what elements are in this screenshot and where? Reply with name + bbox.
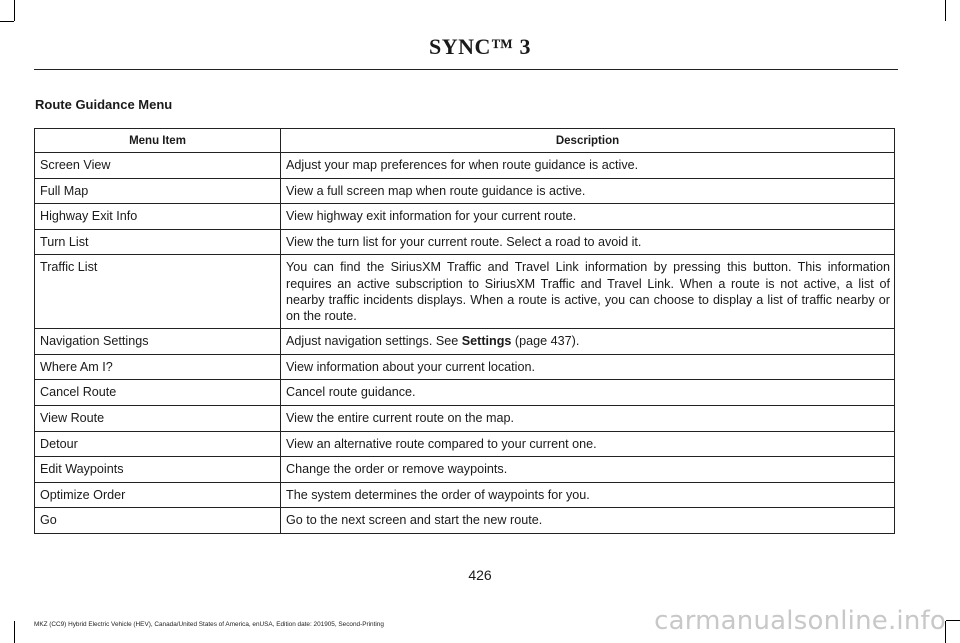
menu-item-cell: Highway Exit Info	[35, 204, 281, 230]
menu-item-cell: Full Map	[35, 178, 281, 204]
route-guidance-table	[34, 128, 895, 534]
table-row	[35, 431, 895, 457]
description-cell: View the turn list for your current route. Select a road to avoid it.	[281, 229, 895, 255]
menu-item-cell: Detour	[35, 431, 281, 457]
description-cell: Cancel route guidance.	[281, 380, 895, 406]
crop-mark	[0, 21, 14, 22]
table-row	[35, 204, 895, 230]
table-row	[35, 457, 895, 483]
menu-item-cell: Optimize Order	[35, 482, 281, 508]
description-text: Adjust navigation settings. See	[286, 334, 462, 349]
table-row	[35, 229, 895, 255]
page-number: 426	[468, 567, 492, 583]
menu-item-cell: Screen View	[35, 153, 281, 179]
crop-mark	[14, 0, 15, 21]
page-header: SYNC™ 3	[429, 34, 531, 59]
menu-item-cell: Turn List	[35, 229, 281, 255]
menu-item-cell: Go	[35, 508, 281, 534]
watermark: carmanualsonline.info	[654, 606, 946, 636]
table-row	[35, 508, 895, 534]
table-row	[35, 255, 895, 329]
settings-reference: Settings	[461, 334, 512, 349]
table-row	[35, 153, 895, 179]
description-cell: View information about your current location.	[281, 354, 895, 380]
column-header-menu-item: Menu Item	[35, 129, 281, 153]
section-title: Route Guidance Menu	[35, 97, 173, 112]
menu-item-cell: Where Am I?	[35, 354, 281, 380]
description-cell: Go to the next screen and start the new route.	[281, 508, 895, 534]
description-cell: The system determines the order of waypoints for you.	[281, 482, 895, 508]
table-row	[35, 178, 895, 204]
table-row	[35, 405, 895, 431]
crop-mark	[946, 620, 960, 621]
table-row	[35, 329, 895, 355]
menu-item-cell: Navigation Settings	[35, 329, 281, 355]
description-cell: View a full screen map when route guidance is active.	[281, 178, 895, 204]
table-row	[35, 354, 895, 380]
description-cell: View the entire current route on the map.	[281, 405, 895, 431]
table-header-row	[35, 129, 895, 153]
description-cell: Adjust your map preferences for when route guidance is active.	[281, 153, 895, 179]
description-cell: View an alternative route compared to your current one.	[281, 431, 895, 457]
crop-mark	[945, 0, 946, 21]
header-rule	[34, 69, 898, 70]
page-reference: (page 437).	[511, 334, 580, 349]
description-cell: View highway exit information for your current route.	[281, 204, 895, 230]
description-cell	[281, 329, 895, 355]
edition-footer: MKZ (CC9) Hybrid Electric Vehicle (HEV), Canada/United States of America, enUSA, Edition date: 201905, Second-Printing	[34, 621, 384, 628]
description-cell: You can find the SiriusXM Traffic and Travel Link information by pressing this button. This information requires an active subscription to SiriusXM Traffic and Travel Link. When a route is not active, a list of nearby traffic incidents displays. When a route is active, you can choose to display a list of traffic nearby or on the route.	[281, 255, 895, 329]
menu-item-cell: Traffic List	[35, 255, 281, 329]
menu-item-cell: View Route	[35, 405, 281, 431]
table-row	[35, 380, 895, 406]
crop-mark	[14, 621, 15, 643]
column-header-description: Description	[281, 129, 895, 153]
description-cell: Change the order or remove waypoints.	[281, 457, 895, 483]
menu-item-cell: Edit Waypoints	[35, 457, 281, 483]
table-row	[35, 482, 895, 508]
menu-item-cell: Cancel Route	[35, 380, 281, 406]
